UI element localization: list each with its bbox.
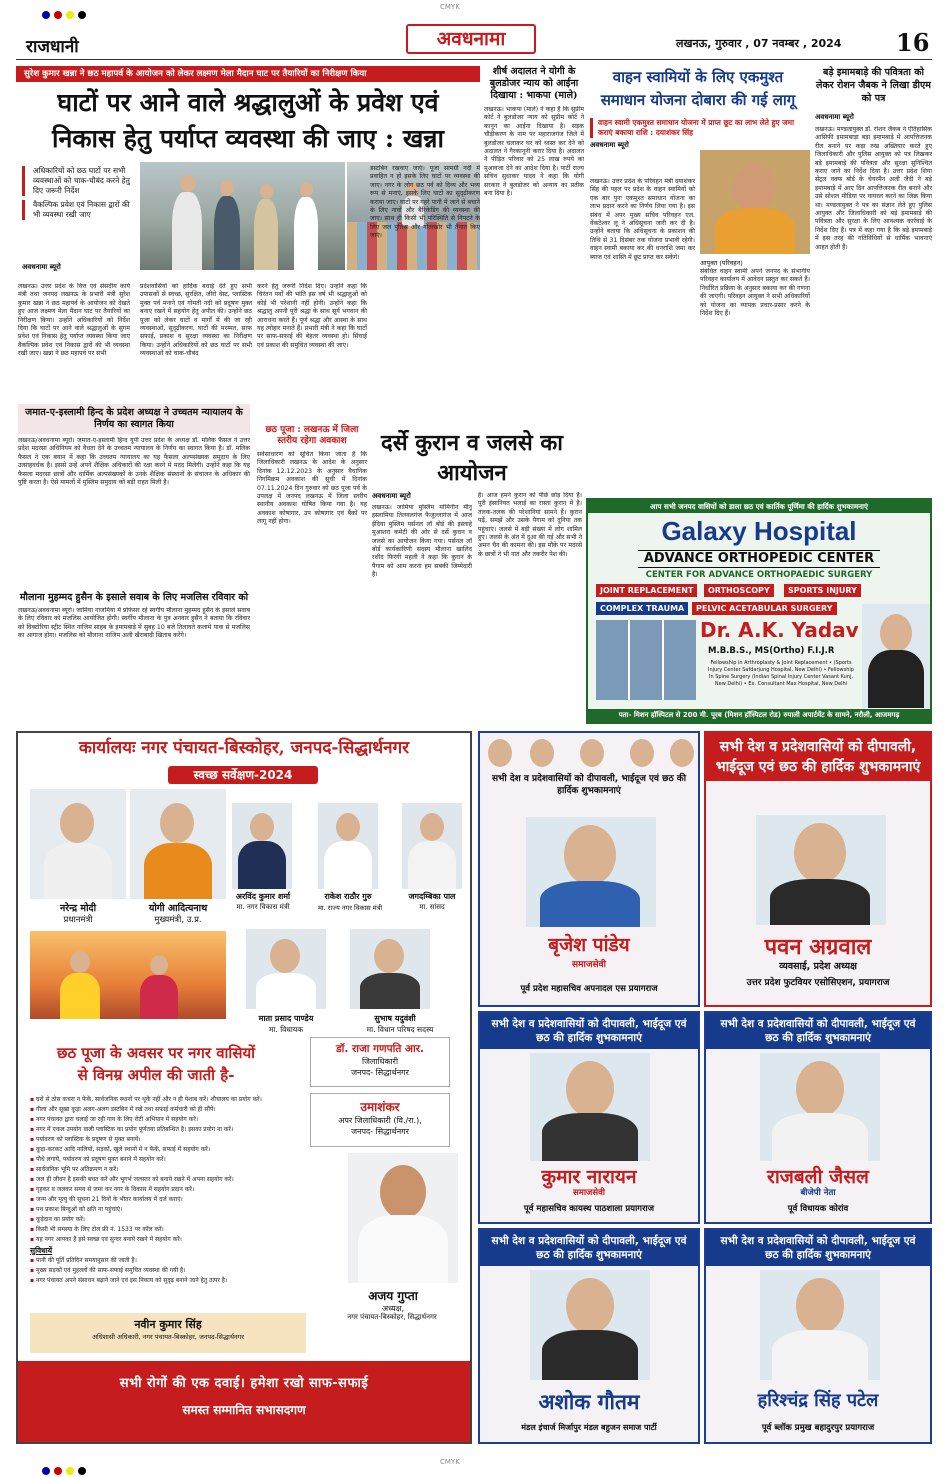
vahan-subline: वाहन स्वामी एकमुश्त समाधान योजना में प्राप्त छूट का लाभ लेते हुए जमा कराएं बकाया राशि : दयाशंकर सिंह [590, 118, 810, 138]
np-suvidha: ▪ नगर पंचायत अपने संसाधन बढ़ाने जाने एवं इस निकाय को सुदृढ़ बनाने जाने हेतु तत्पर है। [30, 1276, 300, 1285]
np-point: ▪ जल ही जीवन है इसकी बचत करें और भूगर्भ जलस्तर को बनाये रखने में अपना सहयोग करें। [30, 1175, 300, 1184]
leader-name: योगी आदित्यनाथ [148, 903, 208, 914]
hospital-address: पता- मिशन हॉस्पिटल से 200 मी. पूरब (मिशन हॉस्पिटल रोड) रुपाली अपार्टमेंट के सामने, नरौली, आजमगढ़ [588, 709, 930, 722]
np-point: ▪ जन्म और मृत्यु की सूचना 21 दिनों के भीतर कार्यालय में दर्ज कराएं। [30, 1195, 300, 1204]
person-org: पूर्व प्रदेश महासचिव अपनादल एस प्रयागराज [520, 984, 658, 994]
registration-dots-top [40, 4, 920, 13]
greeting-text: सभी देश व प्रदेशवासियों को दीपावली, भाईदूज एवं छठ की हार्दिक शुभकामनाएं [706, 1013, 930, 1049]
official-role: अपर जिलाधिकारी (वि./रा.), [338, 1116, 422, 1125]
person-photo [760, 1053, 880, 1161]
doctor-degree: M.B.B.S., MS(Ortho) F.I.J.R [708, 646, 835, 656]
person-name: कुमार नारायन [541, 1166, 637, 1188]
leader-photo [130, 789, 226, 899]
hospital-tag: COMPLEX TRAUMA [596, 602, 688, 615]
np-points [30, 1095, 300, 1286]
greeting-ad [478, 731, 700, 1007]
leader-name: जगदम्बिका पाल [408, 892, 456, 901]
highlight-item: अधिकारियों को छठ घाटों पर सभी व्यवस्थाओं को चाक-चौबंद करने हेतु दिए जरूरी निर्देश [22, 166, 134, 196]
leader-name: माता प्रसाद पाण्डेय [258, 1014, 314, 1023]
leader-role: मुख्यमंत्री, उ.प्र. [154, 915, 202, 925]
np-point: ▪ गृहकर व जलकर समय से जमा कर नगर के विकास में सहयोग प्रदान करें। [30, 1185, 300, 1194]
np-swachh-banner: स्वच्छ सर्वेक्षण-2024 [168, 766, 318, 784]
registration-dots-bottom [40, 1460, 920, 1469]
lead-col-4: डस्टबिन रखवाए जाएं। पूजा सामग्री नदी में प्रवाहित न हो इसके लिए घाटों पर व्यवस्था की जाए। नगर के लोग छठ पर्व को दिव्य और भव्य रूप से मनाएं, इसके लिए घाटों का सुदृढ़ीकरण कराया जाए। घाटों पर गहरे पानी में जाने से बचाने के लिए नावों और बैरिकेडिंग की व्यवस्था की जाए। साथ ही किसी भी परिस्थिति से निपटने के लिए जल पुलिस और गोताखोर भी तैनात किए जाएं। [370, 165, 480, 240]
official-name: डॉ. राजा गणपति आर. [335, 1043, 424, 1055]
vahan-photo [700, 150, 810, 254]
jamat-headline: जमात-ए-इस्लामी हिन्द के प्रदेश अध्यक्ष ने उच्चतम न्यायालय के निर्णय का स्वागत किया [18, 404, 250, 434]
party-leaders-row [484, 737, 696, 769]
person-name: बृजेश पांडेय [548, 934, 630, 956]
vahan-col-2: संबंधित वाहन स्वामी अपने जनपद के संभागीय परिवहन कार्यालय में आवेदन प्रस्तुत कर सकते हैं। निर्धारित प्रक्रिया के अनुसार बकाया कर की गणना की जाएगी। परिवहन आयुक्त ने सभी अधिकारियों को योजना का व्यापक प्रचार-प्रसार करने के निर्देश दिए हैं। [700, 268, 810, 318]
leader-name: नरेन्द्र मोदी [59, 903, 97, 914]
majlis-headline: मौलाना मुहम्मद हुसैन के इसाले सवाब के लिए मजलिस रविवार को [19, 592, 249, 603]
leader-name: अरविंद कुमार शर्मा [235, 892, 291, 901]
person-org: पूर्व विधायक कोरांव [787, 1204, 849, 1214]
vahan-story [590, 66, 810, 150]
np-appeal-1: छठ पूजा के अवसर पर नगर वासियों [56, 1044, 256, 1062]
person-name: पवन अग्रवाल [764, 934, 872, 960]
lead-col-3: करने हेतु जरूरी निर्देश दिए। उन्होंने कहा कि चिरंतन पर्वों की भांति इस वर्ष भी श्रद्धालुओं को कोई भी परेशानी नहीं होनी। उन्होंने कहा कि श्रद्धालु अपनी पूरी श्रद्धा के साथ सूर्य भगवान की आराधना करते हैं। पूर्ण श्रद्धा और आस्था के साथ यह त्योहार मनाते हैं। प्रभारी मंत्री ने कहा कि घाटों पर साफ-सफाई की बेहतर व्यवस्था हो। सिंचाई एवं प्रकाश की समुचित व्यवस्था की जाए। [257, 283, 367, 349]
lead-photo [140, 162, 345, 270]
nagar-panchayat-ad [16, 731, 472, 1444]
np-point: ▪ पौधे लगायें, पर्यावरण को प्रदूषण मुक्त बनाने में सहयोग करें। [30, 1155, 300, 1164]
official-card [310, 1037, 450, 1087]
np-title: कार्यालयः नगर पंचायत-बिस्कोहर, जनपद-सिद्धार्थनगर [18, 733, 470, 763]
quran-byline: अवधनामा ब्यूरो [372, 492, 411, 500]
highlight-item: वैकल्पिक प्रवेश एवं निकास द्वारों की भी व्यवस्था रखी जाए [22, 200, 134, 220]
person-org: उत्तर प्रदेश फुटवियर एसोसिएशन, प्रयागराज [746, 978, 890, 988]
chhath-holiday-story [257, 425, 367, 741]
quran-col-2: है। आज हमने कुरान को पीछे छोड़ दिया है। पूरी इंसानियत भलाई का रास्ता कुरान में है। तलक-तलक की परेशानियां सामने हैं। कुरान पढ़ें, समझें और उसके पैगाम को दुनिया तक पहुंचाएं। जलसे में बड़ी संख्या में लोग शामिल हुए। जलसे के अंत में दुआ की गई और सभी ने अमन चैन की कामना की। इस मौके पर मदरसे के छात्रों ने भी नात और तकरीर पेश की। [478, 492, 582, 558]
leader-name: सुभाष यदुवंशी [374, 1014, 416, 1023]
np-point: ▪ गीला और सूखा कूड़ा अलग-अलग डस्टबिन में रखें तथा सफाई कर्मचारी को ही सौंपें। [30, 1105, 300, 1114]
person-role: व्यवसाई, प्रदेश अध्यक्ष [779, 961, 857, 972]
doctor-photo [862, 604, 930, 708]
official-role: जिलाधिकारी [361, 1057, 399, 1066]
lead-headline-1: घाटों पर आने वाले श्रद्धालुओं के प्रवेश एवं [57, 88, 439, 117]
vahan-caption: आयुक्त (परिवहन) [700, 259, 743, 267]
greeting-text: सभी देश व प्रदेशवासियों को दीपावली, भाईदूज एवं छठ की हार्दिक शुभकामनाएं [491, 774, 687, 796]
vahan-col-1: लखनऊ। उत्तर प्रदेश के परिवहन मंत्री दयाशंकर सिंह की पहल पर प्रदेश के वाहन स्वामियों को एक बार पुनः एकमुश्त समाधान योजना का लाभ प्रदान करने का निर्णय लिया गया है। इस संबंध में अपर मुख्य सचिव परिवहन एल. वेंकटेश्वर लू ने अधिसूचना जारी कर दी है। उन्होंने बताया कि अधिसूचना के प्रकाशन की तिथि से 31 दिसंबर तक योजना प्रभावी रहेगी। वाहन स्वामी बकाया कर की धनराशि जमा कर ब्याज एवं शास्ति में छूट प्राप्त कर सकेंगे। [590, 178, 695, 261]
np-point: ▪ पर्यावरण को प्लास्टिक के प्रदूषण से मुक्त बनायें। [30, 1135, 300, 1144]
np-point: ▪ कूड़ा-करकट आदि नालियों, सड़कों, खुले स्थानों में न फेंकें, सफाई में सहयोग करें। [30, 1145, 300, 1154]
hospital-name: Galaxy Hospital [661, 516, 857, 546]
chairman-role: अध्यक्ष, [381, 1304, 405, 1313]
page-number: 16 [896, 28, 930, 57]
majlis-text: लखनऊ/अवधनामा ब्यूरो। जामिया नाजमिया में प्रोफेसर रहे स्वर्गीय मौलाना मुहम्मद हुसैन के इसाले सवाब के लिए रविवार को मजलिस आयोजित होगी। स्वर्गीय मौलाना के पुत्र अनवार हुसैन ने बताया कि रविवार को विक्टोरिया स्ट्रीट स्थित नाजिम साहब के इमामबाड़े में सुबह 10 बजे तिलावते कलामे पाक से मजलिस का आगाज होगा। मजलिस को मौलाना नाजिम अली खैराबादी खिताब करेंगे। [18, 607, 250, 640]
shirsh-headline: शीर्ष अदालत ने योगी के बुलडोजर न्याय को आईना दिखाया : भाकपा (माले) [489, 66, 579, 101]
chairman-place: नगर पंचायत-बिस्कोहर, सिद्धार्थनगर [347, 1313, 437, 1321]
person-photo [530, 1270, 650, 1380]
greeting-text: सभी देश व प्रदेशवासियों को दीपावली, भाईदूज एवं छठ की हार्दिक शुभकामनाएं [480, 1230, 698, 1266]
leader-photo [246, 929, 326, 1009]
np-point: ▪ पथ प्रकाश बिन्दुओं को क्षति ना पहुंचाएं। [30, 1205, 300, 1214]
leader-photo [318, 803, 378, 889]
official-name: उमाशंकर [360, 1100, 400, 1114]
person-org: मंडल इंचार्ज मिर्जापुर मंडल बहुजन समाज पार्टी [521, 1423, 657, 1432]
eo-name: नवीन कुमार सिंह [134, 1318, 202, 1331]
imambara-text: लखनऊ। मण्डलायुक्त डॉ. रोशन जैकब ने ऐतिहासिक आसिफी इमामबाड़ा बड़ा इमामबाड़े में आपत्तिजनक रील बनाने पर कड़ा रुख अख्तियार करते हुए जिलाधिकारी और पुलिस आयुक्त को पत्र लिखकर बड़े इमामबाड़े की पवित्रता और सुरक्षा सुनिश्चित कराए जाने का निर्देश दिया है। उत्तर प्रदेश शिया सेंट्रल वक्फ बोर्ड के चेयरमैन अली जैदी ने बड़े इमामबाड़े में आए दिन आपत्तिजनक रील बनाने और उसे सोशल मीडिया पर वायरल करने का जिक्र किया था। मण्डलायुक्त ने पत्र का संज्ञान लेते हुए पुलिस आयुक्त और जिलाधिकारी को बड़े इमामबाड़े की पवित्रता और सुरक्षा के लिए आवश्यक कार्रवाई के निर्देश दिए हैं। पत्र में कहा गया है कि बड़े इमामबाड़े में इस तरह की गतिविधियों से धार्मिक भावनाएं आहत होती हैं। [815, 126, 932, 251]
greeting-text: सभी देश व प्रदेशवासियों को दीपावली, भाईदूज एवं छठ की हार्दिक शुभकामनाएं [706, 733, 930, 781]
eo-block [30, 1313, 306, 1353]
np-appeal-2: से विनम्र अपील की जाती है- [77, 1066, 235, 1084]
np-point: ▪ नगर में एकल उपयोग वाली प्लास्टिक का प्रयोग पूर्णतया प्रतिबन्धित है। इसका प्रयोग ना करें। [30, 1125, 300, 1134]
leader-role: मा. विधायक [269, 1025, 303, 1034]
person-photo [526, 817, 656, 927]
leader-role: मा. सांसद [419, 903, 445, 911]
shirsh-text: लखनऊ। भाकपा (माले) ने कहा है कि सुप्रीम कोर्ट ने बुलडोजर न्याय को सुप्रीम कोर्ट ने कानून का आईना दिखाया है। सड़क चौड़ीकरण के नाम पर महाराजगंज जिले में बुलडोजर चलाकर घर को ध्वस्त कर देने को अदालत ने गैरकानूनी करार दिया है। अदालत ने पीड़ित परिवार को 25 लाख रुपये का मुआवजा देने का आदेश दिया है। पार्टी राज्य सचिव सुधाकर यादव ने कहा कि योगी सरकार ने बुलडोजर को अन्याय का प्रतीक बना दिया है। [484, 106, 584, 198]
doctor-name: Dr. A.K. Yadav [700, 618, 859, 642]
hospital-tag: PELVIC ACETABULAR SURGERY [692, 602, 837, 615]
hospital-topline: आप सभी जनपद वासियों को डाला छठ एवं कार्तिक पूर्णिमा की हार्दिक शुभकामनाएं [588, 500, 930, 513]
greeting-ad [704, 731, 932, 1007]
hospital-gallery [596, 620, 696, 700]
lead-col-2: प्रदेशवासियों को हार्दिक बधाई देते हुए सभी उपासकों से स्वच्छ, सुरक्षित, जीरो वेस्ट, प्लास्टिक मुक्त पर्व मनाने एवं गोमती नदी को प्रदूषण मुक्त बनाए रखने में सहयोग हेतु अपील की। उन्होंने छठ पूजा को लेकर घाटों व मार्गों में की जा रही व्यवस्थाओं, सुदृढ़ीकरण, घाटों की मरम्मत, साफ सफाई, प्रकाश व सुरक्षा व्यवस्था का निरीक्षण किया। उन्होंने अधिकारियों को छठ घाटों पर सभी व्यवस्थाओं को चाक-चौबंद [140, 283, 252, 358]
leader-name: राकेश राठौर गुरु [324, 892, 372, 901]
jamat-text: लखनऊ/अवधनामा ब्यूरो। जमात-ए-इस्लामी हिन्द यूपी उत्तर प्रदेश के अध्यक्ष डॉ. मलिक फैसल ने उत्तर प्रदेश मदरसा अधिनियम को वैधता देने के उच्चतम न्यायालय के निर्णय का स्वागत किया है। डॉ. मलिक फैसल ने एक बयान में कहा कि उच्चतम न्यायालय का यह फैसला अल्पसंख्यक समुदाय के लिए उत्साहवर्धक है। इससे उन्हें अपने शैक्षिक अधिकारों की रक्षा करने में मदद मिलेगी। उन्होंने कहा कि यह फैसला मदरसा छात्रों और धार्मिक अल्पसंख्यकों के उनके शैक्षिक संस्थानों के संचालन के अधिकार की पुष्टि करता है। ऐसे मामलों में मुस्लिम समुदाय को बड़ी राहत मिली है। [18, 437, 250, 487]
lead-headline-2: निकास हेतु पर्याप्त व्यवस्था की जाए : खन्ना [51, 124, 445, 153]
jamat-story [18, 404, 250, 699]
person-role: समाजसेवी [572, 1188, 605, 1198]
imambara-headline: बड़े इमामबाड़े की पवित्रता को लेकर रोशन जैबक ने लिखा डीएम को पत्र [816, 67, 931, 104]
print-marker: CMYK [440, 3, 460, 11]
np-point: ▪ घरों से ठोस कचरा न फेंकें, सार्वजनिक स्थानों पर थूकें नहीं और न ही पेशाब करें। शौचालय का प्रयोग करें। [30, 1095, 300, 1104]
greeting-text: सभी देश व प्रदेशवासियों को दीपावली, भाईदूज एवं छठ की हार्दिक शुभकामनाएं [480, 1013, 698, 1049]
official-card [310, 1093, 450, 1147]
quran-headline: दर्से कुरान व जलसे का आयोजन [381, 430, 563, 486]
np-suvidha: ▪ पानी की पूर्ति प्रतिदिन समयानुसार की जाती है। [30, 1256, 300, 1265]
greeting-ad [704, 1228, 932, 1444]
hospital-sub: ADVANCE ORTHOPEDIC CENTER [638, 550, 880, 568]
chhath-holiday-text: सर्वसाधारण को सूचित किया जाता है कि जिलाधिकारी लखनऊ के आदेश के अनुसार दिनांक 12.12.2023 के अनुसार वैधानिक निगमिक्रम अवकाश की सूची में दिनांक 07.11.2024 दिन गुरुवार को छठ पूजा पर्व के उपलक्ष में जनपद लखनऊ में जिला स्तरीय स्थानीय अवकाश घोषित किया गया है। यह अवकाश कोषागार, उप कोषागार एवं बैंकों पर लागू नहीं होगा। [257, 451, 367, 526]
section-name: राजधानी [26, 37, 79, 57]
np-footer-slogan: सभी रोगों की एक दवाई। हमेशा रखो साफ-सफाई [119, 1376, 369, 1391]
leader-photo [350, 929, 430, 1009]
leader-photo [232, 803, 292, 889]
np-point: ▪ कूड़ेदान का प्रयोग करें। [30, 1215, 300, 1224]
chairman-photo [348, 1153, 458, 1283]
print-marker-bottom: CMYK [440, 1458, 460, 1466]
person-org: पूर्व ब्लॉक प्रमुख बहादुरपुर प्रयागराज [761, 1423, 875, 1433]
official-place: जनपद- सिद्धार्थनगर [351, 1068, 409, 1077]
leader-role: मा. नगर विकास मंत्री [236, 903, 290, 911]
page-header [16, 22, 932, 60]
leader-role: मा. राज्य नगर विकास मंत्री [317, 904, 383, 912]
person-org: पूर्व महासचिव कायस्थ पाठशाला प्रयागराज [523, 1204, 655, 1214]
hospital-tag: SPORTS INJURY [784, 584, 861, 597]
doctor-details: Fellowship in Arthroplasty & Joint Replacement • (Sports Injury Center Safdarjung Hospital, New Delhi) • Fellowship In Spine Surgery (Indian Spinal Injury Center Vasant Kunj, New Delhi) • Ex. Consultant Max Hospital, New Delhi [708, 660, 854, 687]
hospital-tag: ORTHOSCOPY [704, 584, 774, 597]
person-name: हरिश्चंद्र सिंह पटेल [757, 1390, 879, 1411]
person-photo [760, 1270, 880, 1380]
shirsh-story [484, 66, 584, 462]
vahan-byline: अवधनामा ब्यूरो [590, 141, 629, 149]
leader-photo [402, 803, 462, 889]
imambara-byline: अवधनामा ब्यूरो [815, 113, 854, 121]
np-point: ▪ किसी भी समस्या के लिए टोल फ्री नं. 1533 पर कॉल करें। [30, 1225, 300, 1234]
greeting-ad [478, 1011, 700, 1224]
hospital-tag: JOINT REPLACEMENT [596, 584, 697, 597]
lead-highlights [22, 166, 134, 220]
eo-role: अधिशासी अधिकारी, नगर पंचायत-बिस्कोहर, जनपद-सिद्धार्थनगर [92, 1333, 244, 1341]
chhath-image [30, 931, 226, 1019]
person-photo [530, 1053, 650, 1161]
leader-role: मा. विधान परिषद सदस्य [366, 1025, 434, 1034]
hospital-ad [586, 498, 932, 724]
np-point: ▪ यह नगर आपका है इसे स्वच्छ एवं सुन्दर बनाये रखने में सहयोग करें। [30, 1235, 300, 1244]
np-footer [18, 1361, 470, 1442]
np-point: ▪ नगर पंचायत द्वारा चलाई जा रही गाय के लिए रोटी अभियान में सहयोग करें। [30, 1115, 300, 1124]
official-place: जनपद- सिद्धार्थनगर [351, 1127, 409, 1136]
greeting-ad [478, 1228, 700, 1444]
person-name: अशोक गौतम [538, 1389, 640, 1414]
imambara-story [815, 66, 932, 526]
hospital-sub2: CENTER FOR ADVANCE ORTHOPAEDIC SURGERY [645, 570, 873, 580]
lead-byline: अवधनामा ब्यूरो [22, 263, 61, 271]
np-point: ▪ सार्वजनिक भूमि पर अतिक्रमण न करें। [30, 1165, 300, 1174]
vahan-headline: वाहन स्वामियों के लिए एकमुश्त समाधान योजना दोबारा की गई लागू [600, 68, 796, 109]
greeting-text: सभी देश व प्रदेशवासियों को दीपावली, भाईदूज एवं छठ की हार्दिक शुभकामनाएं [706, 1230, 930, 1266]
person-name: राजबली जैसल [767, 1166, 869, 1188]
person-role: बीजेपी नेता [800, 1188, 836, 1198]
np-footer-members: समस्त सम्मानित सभासदगण [182, 1403, 306, 1417]
chairman-name: अजय गुप्ता [368, 1289, 418, 1303]
masthead-text: अवधनामा [436, 28, 506, 50]
person-photo [756, 815, 886, 925]
lead-kicker: सुरेश कुमार खन्ना ने छठ महापर्व के आयोजन को लेकर लक्ष्मण मेला मैदान घाट पर तैयारियों का निरीक्षण किया [16, 66, 480, 82]
person-role: समाजसेवी [572, 960, 606, 970]
issue-date: लखनऊ, गुरुवार , 07 नवम्बर , 2024 [676, 37, 842, 50]
lead-col-1: लखनऊ। उत्तर प्रदेश के वित्त एवं संसदीय कार्य मंत्री तथा जनपद लखनऊ के प्रभारी मंत्री सुरेश कुमार खन्ना ने छठ महापर्व के आयोजन को देखते हुए आज लक्ष्मण मेला मैदान घाट पर तैयारियों का निरीक्षण किया। उन्होंने अधिकारियों को निर्देश दिया कि घाटों पर आने वाले श्रद्धालुओं के सुगम प्रवेश एवं निकास हेतु पर्याप्त व्यवस्था किया जाए वैकल्पिक प्रवेश एवं निकास द्वारों की भी व्यवस्था रखी जाए। खन्ना ने छठ महापर्व पर सभी [18, 283, 130, 358]
masthead-logo [406, 24, 536, 54]
np-suvidha: ▪ मुख्य सड़कों एवं मुहल्लों की साफ-सफाई समुचित व्यवस्था की गयी है। [30, 1266, 300, 1275]
leader-photo [30, 789, 126, 899]
chhath-holiday-headline: छठ पूजा : लखनऊ में जिला स्तरीय रहेगा अवकाश [265, 425, 359, 446]
leader-role: प्रधानमंत्री [63, 915, 93, 925]
np-suvidha-title: सुविधायें [30, 1246, 53, 1255]
quran-col-1: लखनऊ। जामिया मुस्लिम मोमिनीन मीनू इस्लामिया तिलवलगंज फैजुल्लागंज में आज ईदिया मुस्लिम पर्सनल लॉ बोर्ड की इस्लाहे मुआशरा कमेटी की ओर से दर्से कुरान व जलसे का आयोजन किया गया। पर्सनल लॉ बोर्ड कार्यकारिणी सदस्य मौलाना खालिद रशीद फिरंगी महली ने कहा कि कुरान के पैगाम को आम करना हम सबकी जिम्मेदारी है। [372, 504, 472, 579]
greeting-ad [704, 1011, 932, 1224]
